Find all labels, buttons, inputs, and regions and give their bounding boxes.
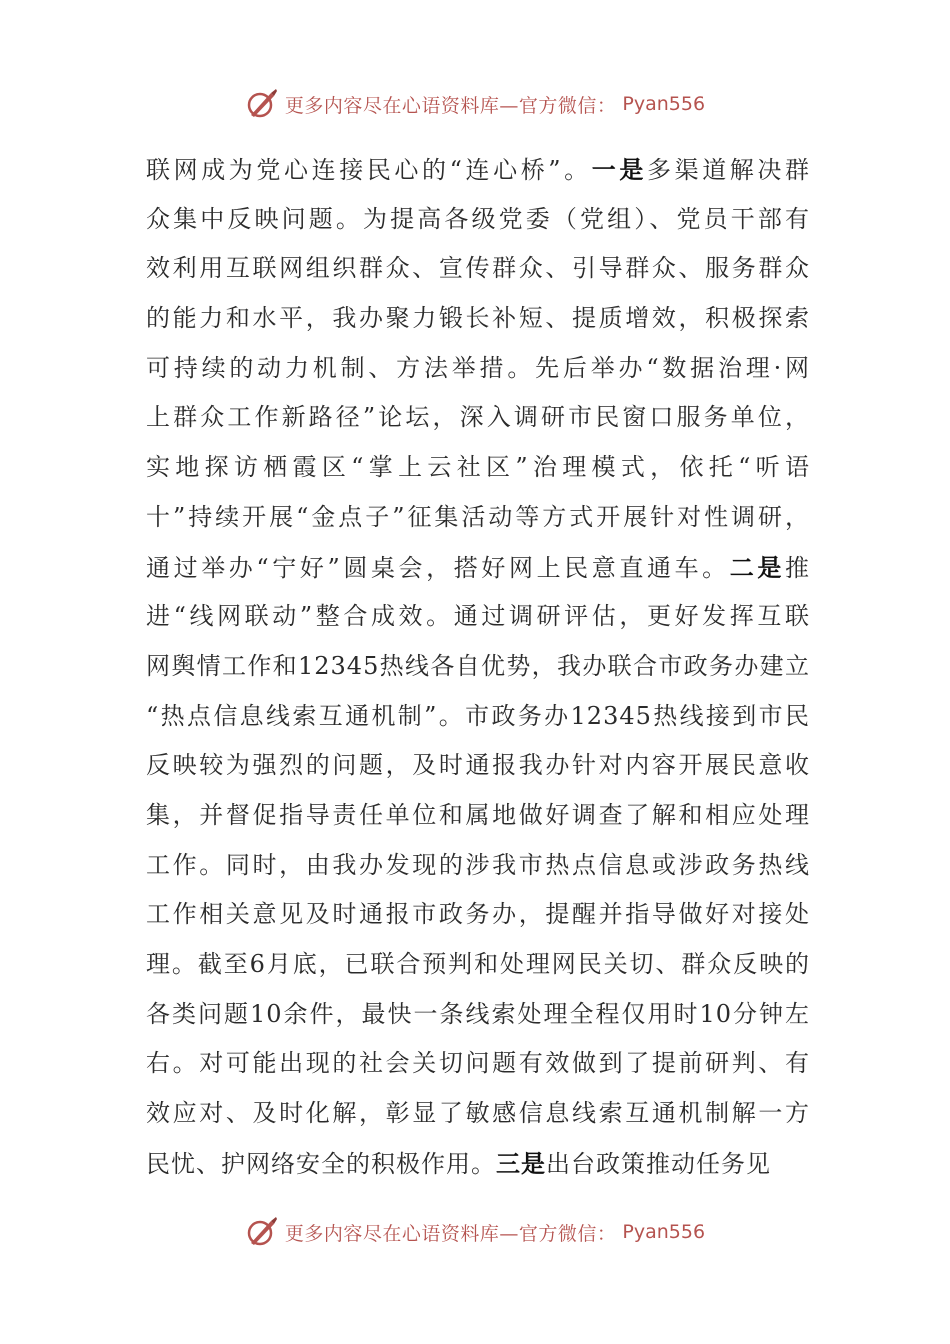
body-text-segment: 多渠道解决群 <box>647 156 810 184</box>
body-text-segment: 工作相关意见及时通报市政务办，提醒并指导做好对接处 <box>146 900 810 929</box>
body-text-segment: 效应对、及时化解，彰显了敏感信息线索互通机制解一方 <box>146 1099 810 1128</box>
body-text-segment: 推 <box>785 553 810 582</box>
footer-banner-text: 更多内容尽在心语资料库—官方微信： <box>284 1222 617 1245</box>
body-line <box>146 1039 810 1089</box>
body-line <box>146 344 810 394</box>
body-text-segment: 上群众工作新路径”论坛，深入调研市民窗口服务单位， <box>146 403 810 432</box>
body-text-segment: 网舆情工作和12345热线各自优势，我办联合市政务办建立 <box>146 651 810 680</box>
bold-ordinal: 一是 <box>591 155 647 184</box>
body-line <box>146 294 810 344</box>
header-wechat-id: Pyan556 <box>622 93 706 115</box>
body-text-segment: 反映较为强烈的问题，及时通报我办针对内容开展民意收 <box>146 751 810 780</box>
body-line <box>146 443 810 493</box>
body-text-segment: 民忧、护网络安全的积极作用。 <box>146 1149 496 1178</box>
body-text-segment: 通过举办“宁好”圆桌会，搭好网上民意直通车。 <box>146 553 730 582</box>
footer-wechat-id: Pyan556 <box>622 1221 706 1243</box>
body-line <box>146 692 810 742</box>
body-text-segment: 联网成为党心连接民心的“连心桥”。 <box>146 156 592 184</box>
body-line <box>146 543 810 593</box>
body-text-segment: 出台政策推动任务见 <box>546 1149 771 1178</box>
body-line <box>146 195 810 245</box>
body-text-segment: “热点信息线索互通机制”。市政务办12345热线接到市民 <box>146 701 810 730</box>
body-line <box>146 841 810 891</box>
bold-ordinal: 二是 <box>729 552 786 582</box>
body-line <box>146 940 810 990</box>
pen-circle-logo-icon <box>245 87 279 121</box>
body-text-segment: 进“线网联动”整合成效。通过调研评估，更好发挥互联 <box>146 602 810 631</box>
body-text-segment: 集，并督促指导责任单位和属地做好调查了解和相应处理 <box>146 800 810 829</box>
document-body <box>146 145 810 1188</box>
body-text-segment: 理。截至6月底，已联合预判和处理网民关切、群众反映的 <box>146 950 810 978</box>
body-line <box>146 244 810 294</box>
body-line <box>146 393 810 443</box>
body-line <box>146 890 810 940</box>
body-line <box>146 990 810 1040</box>
body-line <box>146 1089 810 1139</box>
body-text-segment: 十”持续开展“金点子”征集活动等方式开展针对性调研， <box>146 502 810 531</box>
body-line <box>146 1139 810 1189</box>
body-line <box>146 642 810 692</box>
body-line <box>146 145 810 195</box>
header-banner <box>0 84 950 124</box>
pen-circle-logo-icon <box>245 1215 279 1249</box>
body-text-segment: 可持续的动力机制、方法举措。先后举办“数据治理·网 <box>146 353 810 382</box>
header-banner-text: 更多内容尽在心语资料库—官方微信： <box>284 94 617 117</box>
body-text-segment: 实地探访栖霞区“掌上云社区”治理模式，依托“听语 <box>146 453 810 482</box>
body-text-segment: 右。对可能出现的社会关切问题有效做到了提前研判、有 <box>146 1049 810 1078</box>
footer-banner <box>0 1212 950 1252</box>
bold-ordinal: 三是 <box>496 1148 546 1178</box>
body-text-segment: 工作。同时，由我办发现的涉我市热点信息或涉政务热线 <box>146 850 810 879</box>
body-line <box>146 791 810 841</box>
body-line <box>146 741 810 791</box>
body-line <box>146 592 810 642</box>
body-text-segment: 的能力和水平，我办聚力锻长补短、提质增效，积极探索 <box>146 304 810 333</box>
body-text-segment: 效利用互联网组织群众、宣传群众、引导群众、服务群众 <box>146 254 810 283</box>
body-line <box>146 493 810 543</box>
body-text-segment: 众集中反映问题。为提高各级党委（党组）、党员干部有 <box>146 204 810 233</box>
body-text-segment: 各类问题10余件，最快一条线索处理全程仅用时10分钟左 <box>146 999 810 1028</box>
